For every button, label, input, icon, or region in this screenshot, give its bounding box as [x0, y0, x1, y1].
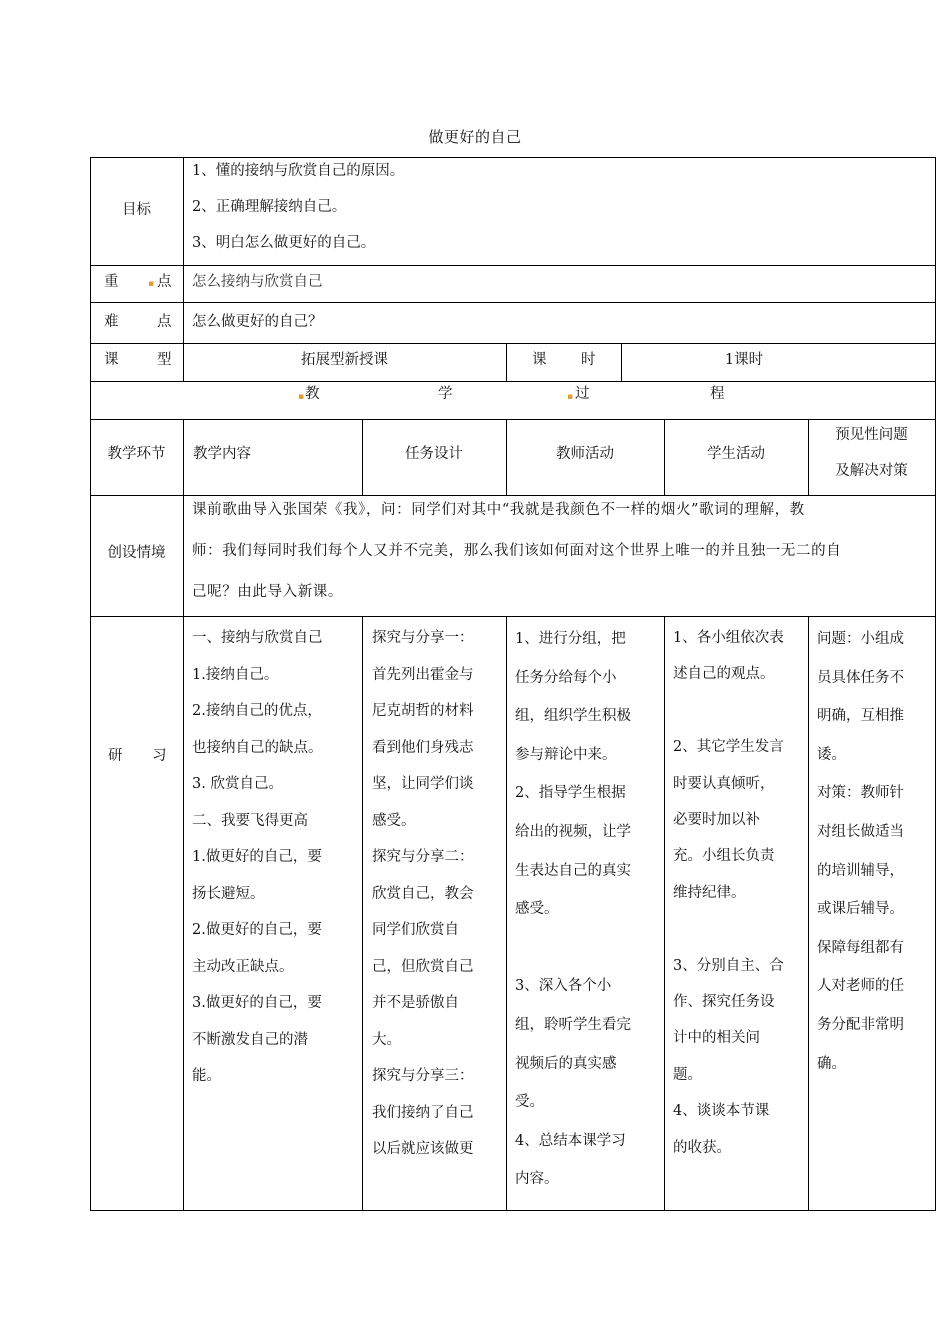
study-student-line: 1、各小组依次表 [673, 630, 784, 646]
header-problem-1: 预见性问题 [835, 427, 908, 443]
study-task-line: 看到他们身残志 [372, 739, 474, 756]
document-title: 做更好的自己 [428, 128, 522, 146]
study-content-column [192, 620, 323, 1095]
study-student-line: 计中的相关问 [673, 1030, 760, 1047]
decor-dot: ▪ [148, 279, 155, 289]
study-teacher-line: 4、总结本课学习 [515, 1132, 626, 1149]
study-content-line: 3. 欣赏自己。 [192, 776, 283, 792]
study-teacher-line: 2、指导学生根据 [515, 785, 626, 802]
scene-label: 创设情境 [107, 545, 166, 561]
process-char-4: 程 [710, 386, 725, 402]
decor-dot: ▪ [567, 392, 574, 402]
study-student-line: 的收获。 [673, 1139, 731, 1156]
study-teacher-line: 受。 [515, 1094, 544, 1111]
study-problem-line: 明确，互相推 [817, 708, 904, 725]
study-student-line: 3、分别自主、合 [673, 957, 784, 974]
study-task-line: 我们接纳了自己 [372, 1104, 474, 1121]
study-content-line: 1.接纳自己。 [192, 666, 279, 683]
study-content-line: 主动改正缺点。 [192, 958, 294, 975]
header-problem-2: 及解决对策 [835, 463, 908, 479]
study-teacher-line: 视频后的真实感 [515, 1055, 617, 1072]
study-task-line: 首先列出霍金与 [372, 666, 474, 683]
study-student-line: 4、谈谈本节课 [673, 1103, 770, 1120]
study-content-line: 扬长避短。 [192, 885, 265, 902]
type-value: 拓展型新授课 [301, 352, 388, 368]
difficulty-label-a: 难 [104, 314, 119, 330]
study-problem-line: 员具体任务不 [817, 669, 904, 686]
difficulty-text: 怎么做更好的自己？ [192, 314, 323, 330]
study-teacher-line [515, 929, 631, 968]
study-content-line: 一、接纳与欣赏自己 [192, 630, 323, 646]
study-content-line: 2.做更好的自己，要 [192, 922, 322, 938]
study-teacher-line: 参与辩论中来。 [515, 746, 617, 763]
study-content-line: 2.接纳自己的优点， [192, 703, 322, 719]
study-task-column [372, 620, 474, 1168]
study-problem-line: 或课后辅导。 [817, 901, 904, 918]
header-task: 任务设计 [405, 446, 463, 462]
goal-item-2: 2、正确理解接纳自己。 [192, 199, 347, 215]
scene-line-1: 课前歌曲导入张国荣《我》，问：同学们对其中“我就是我颜色不一样的烟火”歌词的理解，教 [192, 502, 805, 518]
study-student-line [673, 693, 784, 729]
study-problem-line: 诿。 [817, 746, 846, 763]
goal-item-1: 1、懂的接纳与欣赏自己的原因。 [192, 163, 405, 179]
study-task-line: 感受。 [372, 812, 416, 829]
period-value: 1课时 [724, 352, 764, 368]
header-teacher: 教师活动 [556, 446, 614, 462]
goal-label: 目标 [122, 202, 151, 218]
study-student-line: 2、其它学生发言 [673, 739, 784, 756]
study-task-line: 坚，让同学们谈 [372, 776, 474, 792]
study-problem-line: 对策：教师针 [817, 785, 904, 802]
key-text: 怎么接纳与欣赏自己 [192, 274, 323, 290]
process-char-1: 教 [305, 386, 320, 402]
study-content-line: 1.做更好的自己，要 [192, 849, 322, 865]
difficulty-label-b: 点 [157, 314, 172, 330]
study-problem-line: 的培训辅导， [817, 862, 904, 879]
study-teacher-line: 1、进行分组，把 [515, 631, 626, 647]
study-task-line: 大。 [372, 1031, 401, 1048]
study-task-line: 探究与分享三： [372, 1068, 474, 1084]
study-problem-line: 问题：小组成 [817, 631, 904, 647]
process-char-3: 过 [575, 386, 590, 402]
period-label-a: 课 [532, 352, 547, 368]
study-content-line: 二、我要飞得更高 [192, 812, 308, 829]
study-task-line: 探究与分享二： [372, 849, 474, 865]
study-task-line: 欣赏自己，教会 [372, 885, 474, 902]
study-teacher-line: 内容。 [515, 1171, 559, 1188]
key-label-a: 重 [104, 274, 119, 290]
study-content-line: 3.做更好的自己，要 [192, 995, 322, 1011]
process-char-2: 学 [438, 386, 453, 402]
header-stage: 教学环节 [107, 446, 166, 462]
study-problem-column [817, 620, 904, 1083]
study-teacher-line: 给出的视频，让学 [515, 823, 631, 840]
study-task-line: 尼克胡哲的材料 [372, 703, 474, 719]
study-student-line: 时要认真倾听， [673, 775, 775, 792]
study-label-a: 研 [108, 748, 123, 764]
study-problem-line: 务分配非常明 [817, 1016, 904, 1033]
study-problem-line: 保障每组都有 [817, 939, 904, 956]
study-teacher-line: 任务分给每个小 [515, 669, 617, 686]
study-problem-line: 人对老师的任 [817, 978, 904, 995]
study-student-line: 必要时加以补 [673, 812, 760, 829]
study-teacher-line: 生表达自己的真实 [515, 862, 631, 879]
study-content-line: 也接纳自己的缺点。 [192, 739, 323, 756]
study-task-line: 己，但欣赏自己 [372, 958, 474, 975]
goal-item-3: 3、明白怎么做更好的自己。 [192, 235, 376, 251]
scene-line-2: 师：我们每同时我们每个人又并不完美，那么我们该如何面对这个世界上唯一的并且独一无二的自 [192, 543, 842, 559]
study-teacher-line: 感受。 [515, 901, 559, 918]
study-student-line: 题。 [673, 1066, 702, 1083]
study-teacher-line: 组，聆听学生看完 [515, 1016, 631, 1033]
study-student-line: 述自己的观点。 [673, 666, 775, 683]
study-content-line: 不断激发自己的潜 [192, 1031, 308, 1048]
study-teacher-column [515, 620, 631, 1199]
study-student-line: 维持纪律。 [673, 884, 746, 901]
study-teacher-line: 组，组织学生积极 [515, 708, 631, 725]
header-student: 学生活动 [707, 446, 765, 462]
study-student-line [673, 911, 784, 947]
study-problem-line: 确。 [817, 1055, 846, 1072]
key-label-b: 点 [157, 274, 172, 290]
study-problem-line: 对组长做适当 [817, 823, 904, 840]
decor-dot: ▪ [298, 392, 305, 402]
study-student-line: 作、探究任务设 [673, 994, 775, 1011]
study-student-column [673, 620, 784, 1166]
study-task-line: 同学们欣赏自 [372, 922, 459, 938]
study-task-line: 并不是骄傲自 [372, 995, 459, 1011]
study-task-line: 以后就应该做更 [372, 1141, 474, 1157]
period-label-b: 时 [581, 352, 596, 368]
study-student-line: 充。小组长负责 [673, 848, 775, 865]
type-label-b: 型 [157, 352, 172, 368]
header-content: 教学内容 [193, 446, 251, 462]
type-label-a: 课 [104, 352, 119, 368]
study-teacher-line: 3、深入各个小 [515, 978, 612, 995]
study-task-line: 探究与分享一： [372, 630, 474, 646]
study-label-b: 习 [152, 748, 167, 764]
scene-line-3: 己呢？由此导入新课。 [192, 584, 343, 600]
study-content-line: 能。 [192, 1068, 221, 1084]
